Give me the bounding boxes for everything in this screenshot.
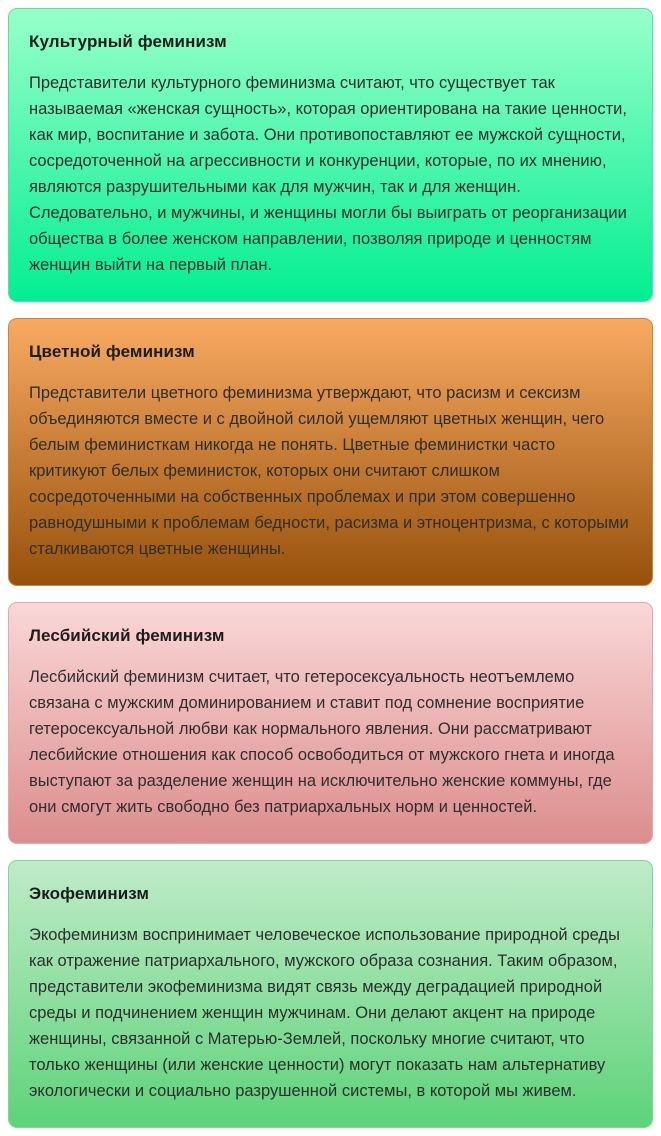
card-body-color-feminism: Представители цветного феминизма утверждают, что расизм и сексизм объединяются вместе и с двойной силой ущемляют цветных женщин, чего белым феминисткам никогда не понять. Цветные феминистки часто критикуют белых феминисток, которых они считают слишком сосредоточенными на собственных проблемах и при этом совершенно равнодушными к проблемам бедности, расизма и этноцентризма, с которыми сталкиваются цветные женщины.: [29, 384, 629, 558]
card-lesbian-feminism: [8, 602, 653, 844]
card-title-lesbian-feminism: Лесбийский феминизм: [29, 626, 225, 645]
card-body-lesbian-feminism: Лесбийский феминизм считает, что гетеросексуальность неотъемлемо связана с мужским доминированием и ставит под сомнение восприятие гетеросексуальной любви как нормального явления. Они рассматривают лесбийские отношения как способ освободиться от мужского гнета и иногда выступают за разделение женщин на исключительно женские коммуны, где они смогут жить свободно без патриархальных норм и ценностей.: [29, 668, 615, 816]
card-body-ecofeminism: Экофеминизм воспринимает человеческое использование природной среды как отражение патриархального, мужского образа сознания. Таким образом, представители экофеминизма видят связь между деградацией природной среды и подчинением женщин мужчинам. Они делают акцент на природе женщины, связанной с Матерью-Землей, поскольку многие считают, что только женщины (или женские ценности) могут показать нам альтернативу экологически и социально разрушенной системы, в которой мы живем.: [29, 926, 620, 1100]
card-title-cultural-feminism: Культурный феминизм: [29, 32, 227, 51]
card-title-color-feminism: Цветной феминизм: [29, 342, 195, 361]
card-body-cultural-feminism: Представители культурного феминизма считают, что существует так называемая «женская сущность», которая ориентирована на такие ценности, как мир, воспитание и забота. Они противопоставляют ее мужской сущности, сосредоточенной на агрессивности и конкуренции, которые, по их мнению, являются разрушительными как для мужчин, так и для женщин. Следовательно, и мужчины, и женщины могли бы выиграть от реорганизации общества в более женском направлении, позволяя природе и ценностям женщин выйти на первый план.: [29, 74, 627, 274]
card-ecofeminism: [8, 860, 653, 1128]
card-title-ecofeminism: Экофеминизм: [29, 884, 150, 903]
card-color-feminism: [8, 318, 653, 586]
card-cultural-feminism: [8, 8, 653, 302]
